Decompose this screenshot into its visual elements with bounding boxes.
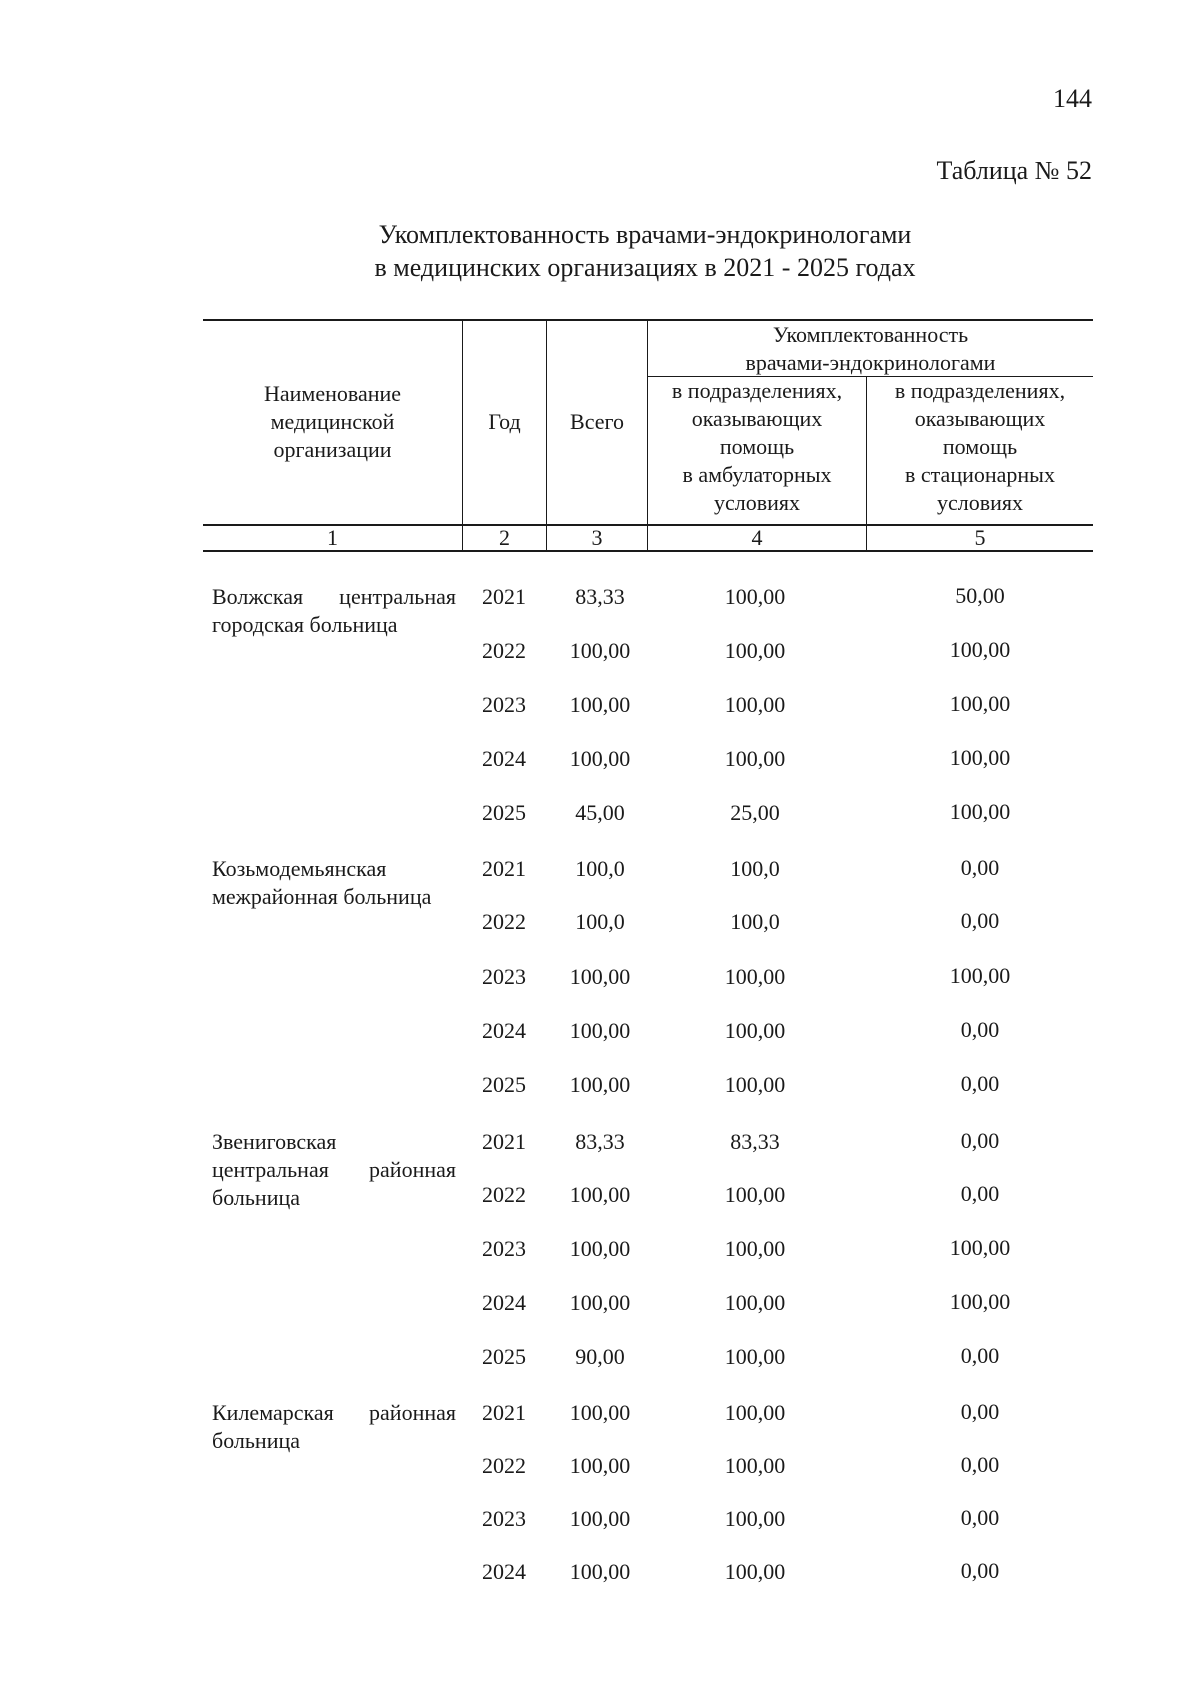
col-number-3: 3 <box>591 524 603 550</box>
cell-total: 45,00 <box>575 800 625 825</box>
header-year <box>463 319 546 524</box>
cell-inpatient: 100,00 <box>949 745 1011 770</box>
cell-year: 2024 <box>482 1018 526 1043</box>
cell-year: 2021 <box>482 1400 526 1425</box>
cell-total: 100,00 <box>569 1453 631 1478</box>
cell-inpatient: 0,00 <box>960 1343 1000 1368</box>
cell-total: 100,00 <box>569 1072 631 1097</box>
header-name-line-3: организации <box>273 436 392 462</box>
col-number-2: 2 <box>499 524 510 550</box>
cell-total: 100,00 <box>569 746 631 771</box>
header-name-line-2: медицинской <box>270 408 395 434</box>
document-title <box>200 218 1090 284</box>
cell-year: 2023 <box>482 1506 526 1531</box>
cell-ambulatory: 100,00 <box>724 1236 786 1261</box>
cell-ambulatory: 100,00 <box>724 1182 786 1207</box>
header-ambulatory <box>648 377 866 524</box>
cell-inpatient: 100,00 <box>949 963 1011 988</box>
cell-inpatient: 0,00 <box>960 855 1000 880</box>
cell-ambulatory: 100,00 <box>724 638 786 663</box>
cell-ambulatory: 100,00 <box>724 692 786 717</box>
cell-total: 83,33 <box>575 584 625 609</box>
header-amb-line-4: в амбулаторных <box>682 462 832 487</box>
cell-total: 100,00 <box>569 1236 631 1261</box>
cell-inpatient: 0,00 <box>960 1505 1000 1530</box>
cell-total: 100,00 <box>569 964 631 989</box>
cell-ambulatory: 100,00 <box>724 1400 786 1425</box>
org-name: Килемарская районная больница <box>212 1400 456 1453</box>
header-group-line-2: врачами-эндокринологами <box>745 350 996 375</box>
header-group <box>648 321 1093 376</box>
cell-year: 2022 <box>482 1453 526 1478</box>
page-number: 144 <box>1053 84 1092 113</box>
cell-year: 2021 <box>482 1129 526 1154</box>
header-amb-line-5: условиях <box>713 490 801 515</box>
cell-inpatient: 100,00 <box>949 691 1011 716</box>
header-inp-line-4: в стационарных <box>905 462 1055 487</box>
cell-inpatient: 100,00 <box>949 1235 1011 1260</box>
cell-ambulatory: 100,00 <box>724 1559 786 1584</box>
cell-year: 2022 <box>482 909 526 934</box>
cell-year: 2024 <box>482 1559 526 1584</box>
cell-total: 100,00 <box>569 1290 631 1315</box>
cell-ambulatory: 100,00 <box>724 1072 786 1097</box>
cell-year: 2024 <box>482 746 526 771</box>
cell-year: 2021 <box>482 584 526 609</box>
cell-total: 100,0 <box>575 856 625 881</box>
header-amb-line-3: помощь <box>719 434 795 459</box>
col-number-5: 5 <box>974 524 986 550</box>
cell-ambulatory: 100,00 <box>724 1018 786 1043</box>
cell-year: 2023 <box>482 964 526 989</box>
org-name: Козьмодемьянская межрайонная больница <box>212 856 432 909</box>
header-amb-line-1: в подразделениях, <box>671 378 843 403</box>
cell-total: 100,00 <box>569 1182 631 1207</box>
cell-inpatient: 0,00 <box>960 908 1000 933</box>
cell-year: 2023 <box>482 692 526 717</box>
cell-total: 100,00 <box>569 1400 631 1425</box>
cell-ambulatory: 100,00 <box>724 1290 786 1315</box>
cell-year: 2023 <box>482 1236 526 1261</box>
cell-inpatient: 0,00 <box>960 1558 1000 1583</box>
cell-total: 83,33 <box>575 1129 625 1154</box>
header-total <box>547 319 647 524</box>
cell-year: 2025 <box>482 1072 526 1097</box>
cell-total: 90,00 <box>575 1344 625 1369</box>
cell-inpatient: 0,00 <box>960 1452 1000 1477</box>
title-line-1: Укомплектованность врачами-эндокринологами <box>378 220 912 249</box>
col-number-1: 1 <box>327 524 338 550</box>
cell-year: 2022 <box>482 1182 526 1207</box>
cell-inpatient: 100,00 <box>949 1289 1011 1314</box>
cell-year: 2021 <box>482 856 526 881</box>
header-name <box>203 319 462 524</box>
cell-inpatient: 50,00 <box>955 583 1005 608</box>
cell-ambulatory: 100,00 <box>724 1344 786 1369</box>
cell-ambulatory: 100,0 <box>730 856 780 881</box>
cell-total: 100,0 <box>575 909 625 934</box>
cell-year: 2022 <box>482 638 526 663</box>
header-total-label: Всего <box>570 408 624 434</box>
cell-total: 100,00 <box>569 1506 631 1531</box>
cell-ambulatory: 100,0 <box>730 909 780 934</box>
cell-inpatient: 0,00 <box>960 1071 1000 1096</box>
cell-ambulatory: 83,33 <box>730 1129 780 1154</box>
cell-inpatient: 0,00 <box>960 1181 1000 1206</box>
cell-year: 2025 <box>482 800 526 825</box>
title-line-2: в медицинских организациях в 2021 - 2025 годах <box>374 253 916 282</box>
cell-inpatient: 0,00 <box>960 1017 1000 1042</box>
cell-ambulatory: 100,00 <box>724 1506 786 1531</box>
header-group-line-1: Укомплектованность <box>772 322 969 347</box>
header-inpatient <box>867 377 1093 524</box>
header-inp-line-1: в подразделениях, <box>894 378 1066 403</box>
cell-ambulatory: 100,00 <box>724 964 786 989</box>
header-name-line-1: Наименование <box>263 380 402 406</box>
cell-ambulatory: 100,00 <box>724 746 786 771</box>
cell-year: 2025 <box>482 1344 526 1369</box>
cell-total: 100,00 <box>569 1018 631 1043</box>
org-name: Звениговская центральная районная больница <box>212 1129 456 1210</box>
cell-year: 2024 <box>482 1290 526 1315</box>
cell-inpatient: 100,00 <box>949 799 1011 824</box>
table-header <box>203 319 1093 552</box>
header-inp-line-5: условиях <box>936 490 1024 515</box>
header-year-label: Год <box>488 408 521 434</box>
header-amb-line-2: оказывающих <box>691 406 823 431</box>
org-name: Волжская центральная городская больница <box>212 584 456 637</box>
cell-inpatient: 100,00 <box>949 637 1011 662</box>
cell-ambulatory: 100,00 <box>724 584 786 609</box>
cell-inpatient: 0,00 <box>960 1128 1000 1153</box>
cell-ambulatory: 25,00 <box>730 800 780 825</box>
cell-total: 100,00 <box>569 692 631 717</box>
col-number-4: 4 <box>751 524 763 550</box>
cell-inpatient: 0,00 <box>960 1399 1000 1424</box>
table-label: Таблица № 52 <box>936 156 1092 185</box>
header-inp-line-2: оказывающих <box>914 406 1046 431</box>
cell-total: 100,00 <box>569 638 631 663</box>
cell-total: 100,00 <box>569 1559 631 1584</box>
cell-ambulatory: 100,00 <box>724 1453 786 1478</box>
header-inp-line-3: помощь <box>942 434 1018 459</box>
